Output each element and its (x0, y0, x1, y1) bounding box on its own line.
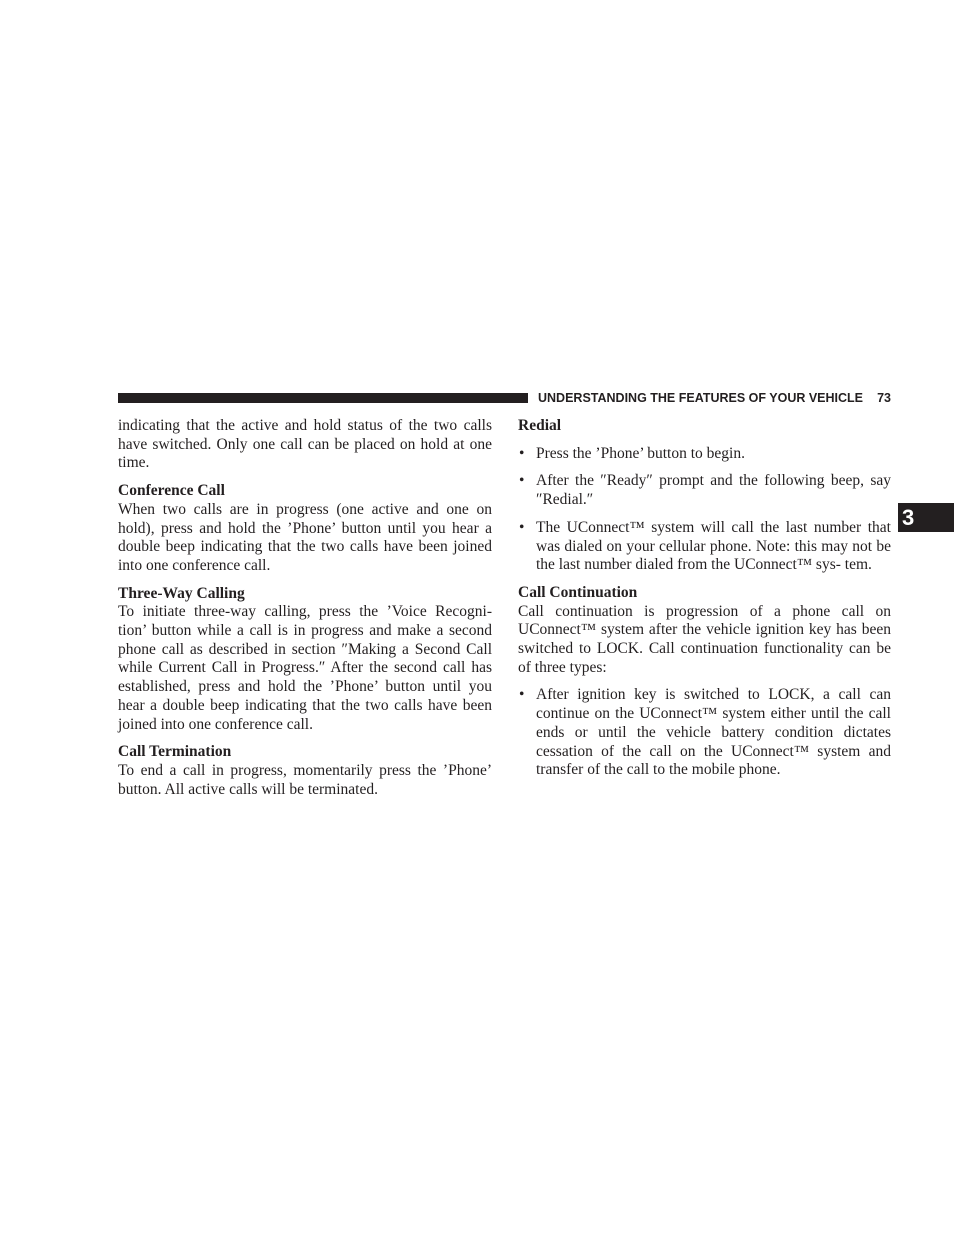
left-column (118, 417, 492, 799)
call-termination-body: To end a call in progress, momentarily press the ’Phone’ button. All active calls will be terminated. (118, 761, 492, 798)
list-item: • The UConnect™ system will call the last number that was dialed on your cellular phone. Note: this may not be the last number dialed from the UConnect™ sys- tem. (518, 519, 891, 575)
intro-paragraph: indicating that the active and hold status of the two calls have switched. Only one call can be placed on hold at one time. (118, 417, 492, 472)
list-item: • After ignition key is switched to LOCK, a call can continue on the UConnect™ system either until the call ends or until the vehicle battery condition dictates cessation of the call on the UConnect™ system and transfer of the call to the mobile phone. (518, 686, 891, 780)
header-title: UNDERSTANDING THE FEATURES OF YOUR VEHICLE (538, 391, 864, 405)
conference-call-heading: Conference Call (118, 482, 225, 500)
running-header (538, 390, 891, 406)
three-way-calling-body: To initiate three-way calling, press the ’Voice Recogni- tion’ button while a call is in progress and make a second phone call as described in section ″Making a Second Call while Current Call in Progress.″ After the second call has established, press and hold the ’Phone’ button until you hear a double beep indicating that the two calls have been joined into one conference call. (118, 603, 492, 733)
list-item: • Press the ’Phone’ button to begin. (518, 445, 891, 464)
right-column (518, 417, 891, 780)
redial-heading: Redial (518, 417, 562, 434)
call-termination-heading: Call Termination (118, 743, 232, 761)
call-continuation-list (518, 686, 891, 780)
conference-call-body: When two calls are in progress (one active and one on hold), press and hold the ’Phone’ button until you hear a double beep indicating that the two calls have been joined into one conference call. (118, 500, 492, 574)
call-continuation-body: Call continuation is progression of a phone call on UConnect™ system after the vehicle ignition key has been switched to LOCK. Call continuation functionality can be of three types: (518, 602, 891, 676)
chapter-tab: 3 (898, 503, 954, 532)
call-continuation-heading: Call Continuation (518, 583, 638, 601)
three-way-calling-heading: Three-Way Calling (118, 584, 245, 602)
page-number: 73 (877, 391, 891, 405)
header-rule (118, 393, 528, 403)
list-item: • After the ″Ready″ prompt and the following beep, say ″Redial.″ (518, 472, 891, 509)
redial-list (518, 445, 891, 575)
